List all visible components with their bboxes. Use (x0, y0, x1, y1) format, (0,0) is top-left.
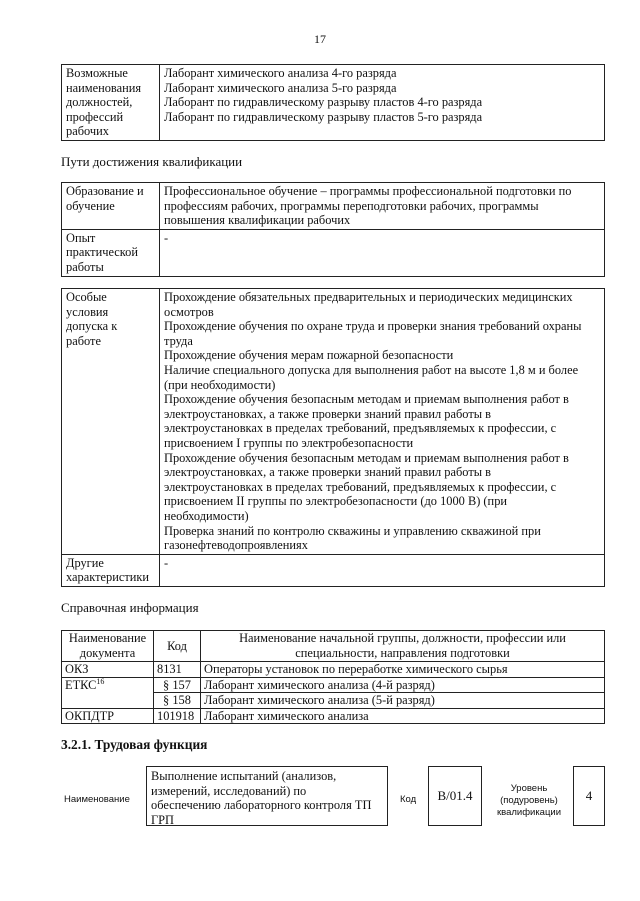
positions-table (61, 64, 605, 141)
row-code: 101918 (154, 708, 201, 724)
label-line: практической (66, 245, 138, 260)
label-line: Уровень (510, 783, 548, 794)
row-name: Лаборант химического анализа (201, 708, 605, 724)
text-line: газонефтеводопроявлениях (164, 538, 308, 553)
row-code: § 157 (154, 677, 201, 693)
row-name: Лаборант химического анализа (4-й разряд) (201, 677, 605, 693)
other-characteristics-label (62, 554, 160, 586)
text-line: Прохождение обучения безопасным методам и приемам выполнения работ в (164, 450, 569, 465)
row-code: § 158 (154, 693, 201, 709)
label-line: должностей, (66, 95, 133, 110)
label-line: Другие (66, 555, 104, 570)
code-label: Код (400, 794, 417, 805)
row-name: Операторы установок по переработке химического сырья (201, 662, 605, 678)
text-line: электроустановках, а также проверки знаний правил работы в (164, 465, 492, 480)
education-value (160, 183, 605, 230)
text-line: Прохождение обучения мерам пожарной безопасности (164, 348, 454, 363)
header-line: Наименование (68, 631, 147, 646)
text-line: ГРП (151, 812, 175, 827)
admission-table (61, 288, 605, 587)
text-line: профессиям рабочих, программы переподготовки рабочих, программы (164, 198, 539, 213)
label-line: условия (66, 304, 109, 319)
text-line: необходимости) (164, 508, 249, 523)
row-doc (62, 677, 154, 708)
text-line: электроустановках в пределах требований, предъявляемых к профессии, с (164, 479, 557, 494)
row-name: Лаборант химического анализа (5-й разряд) (201, 693, 605, 709)
level-label (488, 783, 570, 819)
text-line: Прохождение обязательных предварительных и периодических медицинских (164, 290, 573, 304)
label-line: Особые (66, 290, 107, 304)
header-name (201, 631, 605, 662)
text-line: электроустановках в пределах требований, предъявляемых к профессии, с (164, 421, 557, 436)
reference-table (61, 630, 605, 724)
label-line: Образование и (66, 184, 144, 198)
text-line: (при необходимости) (164, 377, 276, 392)
row-doc: ОКПДТР (62, 708, 154, 724)
header-line: документа (79, 646, 136, 660)
row-doc: ОКЗ (62, 662, 154, 678)
other-characteristics-value: - (160, 554, 605, 586)
label-line: Возможные (66, 66, 128, 80)
labor-function-code: B/01.4 (428, 766, 482, 826)
reference-header-row (62, 631, 605, 662)
education-table (61, 182, 605, 277)
row-code: 8131 (154, 662, 201, 678)
positions-label (62, 65, 160, 141)
label-line: рабочих (66, 124, 109, 139)
label-line: (подуровень) (500, 795, 558, 806)
table-row (62, 708, 605, 724)
position-item: Лаборант химического анализа 4-го разряда (164, 66, 397, 80)
label-line: Опыт (66, 230, 96, 245)
reference-title: Справочная информация (61, 600, 199, 615)
text-line: Прохождение обучения по охране труда и проверки знания требований охраны (164, 319, 582, 334)
text-line: присвоением I группы по электробезопасности (164, 435, 414, 450)
position-item: Лаборант химического анализа 5-го разряда (164, 80, 397, 95)
label-line: квалификации (496, 807, 562, 818)
text-line: осмотров (164, 304, 214, 319)
admission-label (62, 289, 160, 555)
table-row (62, 677, 605, 693)
doc-text: ЕТКС (65, 677, 97, 692)
label-line: допуска к (66, 319, 118, 334)
text-line: труда (164, 333, 193, 348)
table-row (62, 662, 605, 678)
text-line: повышения квалификации рабочих (164, 213, 351, 228)
label-line: работы (66, 259, 104, 274)
header-doc (62, 631, 154, 662)
page-number: 17 (314, 32, 326, 46)
positions-list (160, 65, 605, 141)
header-line: специальности, направления подготовки (295, 646, 510, 660)
name-label: Наименование (64, 794, 130, 805)
text-line: Прохождение обучения безопасным методам и приемам выполнения работ в (164, 392, 569, 407)
position-item: Лаборант по гидравлическому разрыву пластов 5-го разряда (164, 109, 483, 124)
text-line: Наличие специального допуска для выполнения работ на высоте 1,8 м и более (164, 362, 579, 377)
qualification-paths-title: Пути достижения квалификации (61, 154, 243, 169)
label-line: профессий (66, 109, 124, 124)
text-line: обеспечению лабораторного контроля ТП (151, 798, 372, 813)
header-code: Код (154, 631, 201, 662)
text-line: Выполнение испытаний (анализов, (151, 769, 337, 783)
position-item: Лаборант по гидравлическому разрыву пластов 4-го разряда (164, 95, 483, 110)
label-line: работе (66, 333, 101, 348)
labor-function-name (146, 766, 388, 826)
experience-value: - (160, 229, 605, 276)
label-line: характеристики (66, 570, 150, 585)
text-line: Профессиональное обучение – программы профессиональной подготовки по (164, 184, 572, 198)
admission-value (160, 289, 605, 555)
qualification-level: 4 (573, 766, 605, 826)
text-line: электроустановках, а также проверки знаний правил работы в (164, 406, 492, 421)
text-line: присвоением II группы по электробезопасности (до 1000 В) (при (164, 494, 508, 509)
footnote-mark: 16 (96, 676, 105, 686)
education-label (62, 183, 160, 230)
text-line: измерений, исследований) по (151, 783, 307, 798)
labor-function-heading: 3.2.1. Трудовая функция (61, 737, 208, 752)
experience-label (62, 229, 160, 276)
label-line: обучение (66, 198, 115, 213)
header-line: Наименование начальной группы, должности, профессии или (239, 631, 566, 646)
text-line: Проверка знаний по контролю скважины и управлению скважиной при (164, 523, 541, 538)
label-line: наименования (66, 80, 142, 95)
